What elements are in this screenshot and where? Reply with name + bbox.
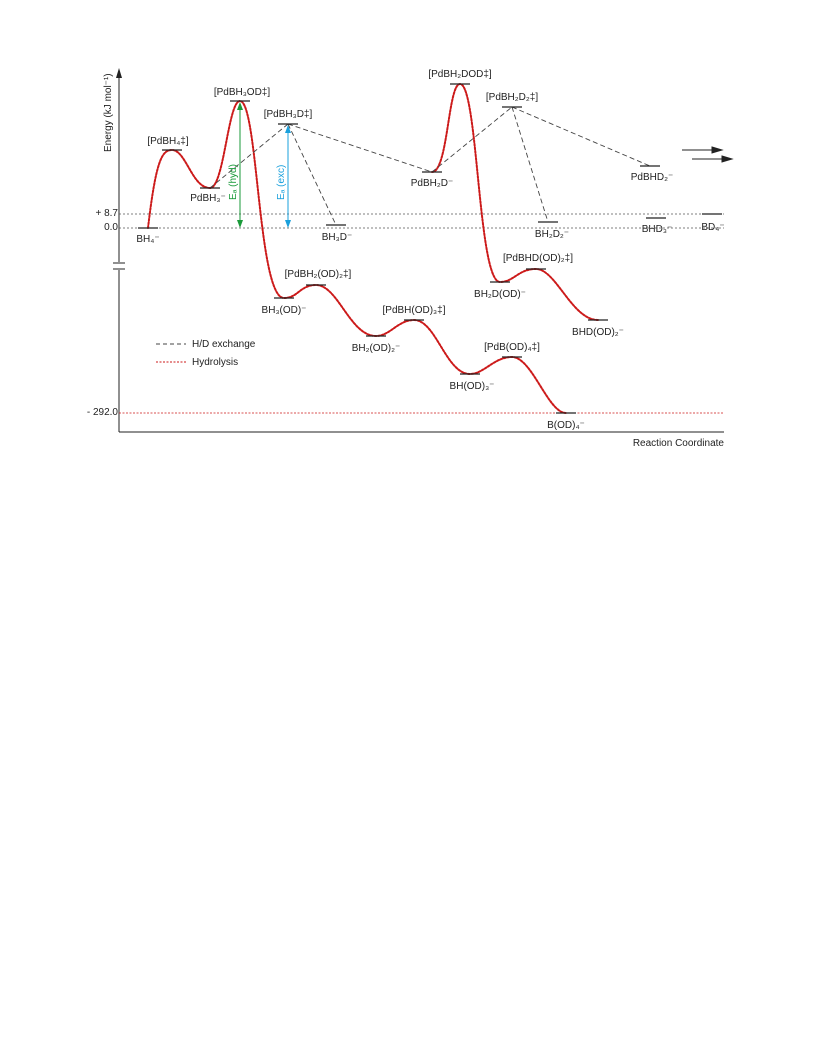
label-ts-pdbh3d: [PdBH₃D‡]: [263, 109, 313, 120]
label-bh3d: BH₃D⁻: [321, 232, 353, 243]
label-bh3od: BH₃(OD)⁻: [261, 305, 307, 316]
label-bd4: BD₄⁻: [701, 222, 725, 233]
label-ts-pdbh2d2: [PdBH₂D₂‡]: [485, 92, 539, 103]
label-ts-pdbh2dod: [PdBH₂DOD‡]: [428, 69, 492, 80]
label-ts-pdbod4: [PdB(OD)₄‡]: [484, 342, 540, 353]
ea-exc-label: Eₐ (exc): [276, 164, 287, 200]
label-bhdod2: BHD(OD)₂⁻: [572, 327, 624, 338]
label-bh2od2: BH₂(OD)₂⁻: [351, 343, 401, 354]
tick-label-0-0: 0.0: [104, 222, 118, 233]
y-axis: [113, 72, 125, 432]
exchange-ts-to-bh3d: [288, 124, 336, 225]
legend: [156, 339, 256, 368]
label-bhd3: BHD₃⁻: [641, 224, 673, 235]
label-bod4: B(OD)₄⁻: [547, 420, 585, 431]
legend-label-hydrolysis: Hydrolysis: [192, 357, 239, 368]
label-bh2d2: BH₂D₂⁻: [534, 229, 570, 240]
label-pdbh2d: PdBH₂D⁻: [410, 178, 454, 189]
species-labels: [136, 69, 724, 431]
ea-hyd-label: Eₐ (hyd): [228, 164, 239, 200]
exchange-ts2-to-bh2d2: [512, 107, 548, 222]
y-axis-arrowhead: [116, 68, 122, 78]
label-bh2dod: BH₂D(OD)⁻: [474, 289, 526, 300]
x-axis-title: Reaction Coordinate: [632, 438, 724, 449]
label-ts-pdbh3od: [PdBH₃OD‡]: [213, 87, 271, 98]
label-ts-pdbhdod2: [PdBHD(OD)₂‡]: [502, 253, 574, 264]
label-pdbh3: PdBH₃⁻: [190, 193, 226, 204]
label-bh4: BH₄⁻: [136, 234, 160, 245]
legend-label-exchange: H/D exchange: [192, 339, 256, 350]
equilibrium-arrows: [682, 147, 732, 162]
label-ts-pdbh4: [PdBH₄‡]: [147, 136, 189, 147]
tick-label-8-7: + 8.7: [95, 208, 118, 219]
label-ts-pdbhod3: [PdBH(OD)₃‡]: [382, 305, 446, 316]
label-ts-pdbh2od2: [PdBH₂(OD)₂‡]: [284, 269, 352, 280]
label-bhod3: BH(OD)₃⁻: [449, 381, 495, 392]
y-axis-title: Energy (kJ mol⁻¹): [103, 73, 114, 152]
tick-label-minus-292: - 292.0: [86, 407, 118, 418]
label-pdbhd2: PdBHD₂⁻: [630, 172, 674, 183]
exchange-ts2-to-pdbhd2: [512, 107, 650, 166]
hydrolysis-path-deuterated: [432, 84, 598, 320]
exchange-ts-to-pdbh2d: [288, 124, 432, 172]
